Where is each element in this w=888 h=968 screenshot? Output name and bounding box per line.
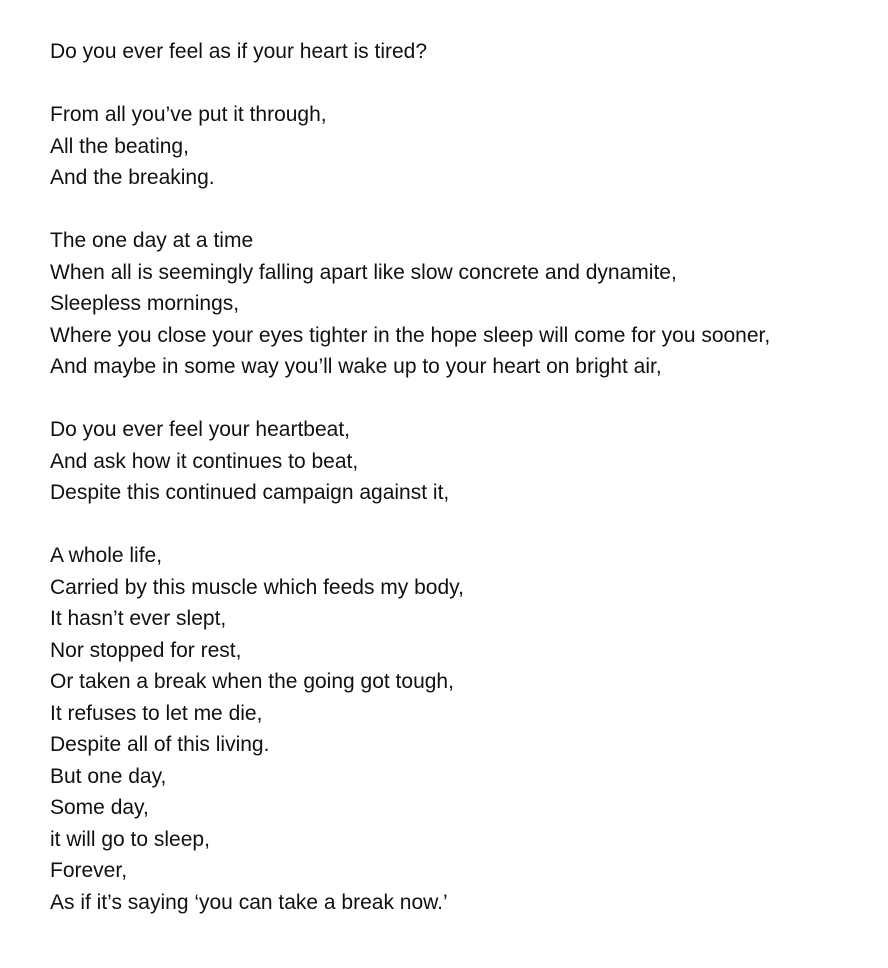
stanza-1 bbox=[50, 36, 870, 68]
poem-line: From all you’ve put it through, bbox=[50, 103, 327, 126]
poem-text bbox=[50, 36, 870, 950]
poem-line: When all is seemingly falling apart like slow concrete and dynamite, bbox=[50, 260, 677, 284]
poem-line: A whole life, bbox=[50, 544, 163, 567]
poem-line: Do you ever feel your heartbeat, bbox=[50, 418, 351, 441]
poem-line: Do you ever feel as if your heart is tired? bbox=[50, 40, 428, 63]
poem-line: It refuses to let me die, bbox=[50, 701, 263, 725]
poem-line: And ask how it continues to beat, bbox=[50, 449, 359, 473]
poem-line: As if it’s saying ‘you can take a break now.’ bbox=[50, 890, 448, 914]
stanza-4 bbox=[50, 414, 870, 509]
poem-line: Nor stopped for rest, bbox=[50, 638, 242, 662]
poem-line: Despite all of this living. bbox=[50, 733, 270, 756]
poem-line: Sleepless mornings, bbox=[50, 292, 240, 315]
poem-line: Forever, bbox=[50, 859, 128, 882]
poem-line: And the breaking. bbox=[50, 166, 215, 189]
stanza-3 bbox=[50, 225, 870, 383]
poem-line: The one day at a time bbox=[50, 229, 254, 252]
stanza-5 bbox=[50, 540, 870, 918]
poem-line: And maybe in some way you’ll wake up to your heart on bright air, bbox=[50, 355, 662, 378]
poem-line: it will go to sleep, bbox=[50, 827, 210, 851]
poem-line: Carried by this muscle which feeds my body, bbox=[50, 575, 464, 599]
poem-line: It hasn’t ever slept, bbox=[50, 607, 227, 630]
poem-line: Where you close your eyes tighter in the hope sleep will come for you sooner, bbox=[50, 323, 771, 347]
poem-line: All the beating, bbox=[50, 134, 189, 158]
stanza-2 bbox=[50, 99, 870, 194]
poem-line: Some day, bbox=[50, 796, 149, 819]
poem-line: Despite this continued campaign against it, bbox=[50, 481, 450, 504]
poem-line: But one day, bbox=[50, 764, 167, 788]
poem-line: Or taken a break when the going got tough, bbox=[50, 670, 454, 693]
